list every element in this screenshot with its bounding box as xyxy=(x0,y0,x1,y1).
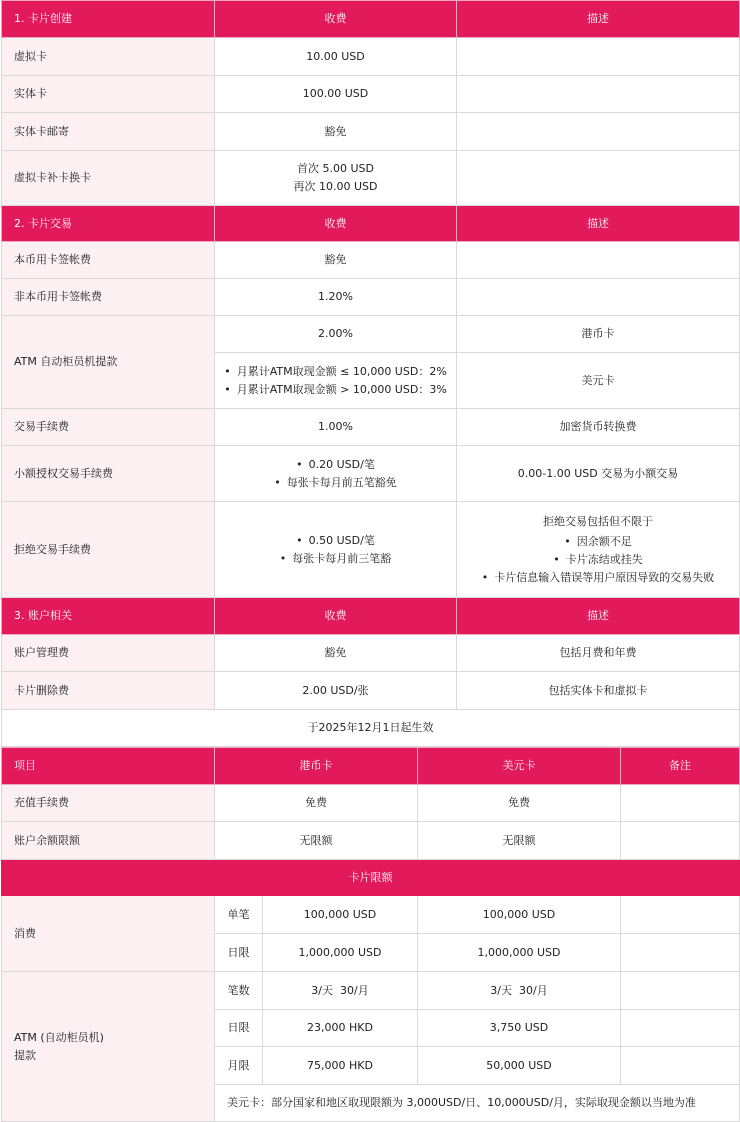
atm-limit-note: 美元卡：部分国家和地区取现限额为 3,000USD/日、10,000USD/月，实际取现金额以当地为准 xyxy=(215,1085,740,1122)
desc-column-header: 描述 xyxy=(457,1,740,38)
hkd-value: 23,000 HKD xyxy=(263,1010,418,1047)
row-label: 账户余额限额 xyxy=(2,822,215,860)
fee-value: 豁免 xyxy=(215,635,457,672)
table-row xyxy=(2,635,740,672)
desc-value: 加密货币转换费 xyxy=(457,409,740,446)
fee-tier-item: • 月累计ATM取现金额 ≤ 10,000 USD：2% xyxy=(224,363,447,381)
row-label: 虚拟卡补卡换卡 xyxy=(2,151,215,206)
section-title: 3. 账户相关 xyxy=(2,598,215,635)
hkd-column-header: 港币卡 xyxy=(215,748,418,785)
table-row xyxy=(2,822,740,860)
fee-value: 豁免 xyxy=(215,242,457,279)
fee-value: 1.00% xyxy=(215,409,457,446)
fee-line: 再次 10.00 USD xyxy=(293,180,378,193)
sub-label: 日限 xyxy=(215,1010,263,1047)
table-row xyxy=(2,446,740,502)
desc-value: 0.00-1.00 USD 交易为小额交易 xyxy=(457,446,740,502)
fee-value xyxy=(215,353,457,409)
section-header-transactions xyxy=(2,206,740,242)
desc-title: 拒绝交易包括但不限于 xyxy=(543,514,653,528)
items-header xyxy=(2,748,740,785)
desc-item: • 因余额不足 xyxy=(482,533,715,551)
effective-date-row xyxy=(2,710,740,747)
row-label: 卡片删除费 xyxy=(2,672,215,710)
note-value xyxy=(621,822,740,860)
fee-value: 100.00 USD xyxy=(215,76,457,113)
desc-value: 包括实体卡和虚拟卡 xyxy=(457,672,740,710)
note-value xyxy=(621,896,740,934)
row-label: 消费 xyxy=(2,896,215,972)
row-label: 实体卡邮寄 xyxy=(2,113,215,151)
desc-value xyxy=(457,502,740,598)
table-row xyxy=(2,38,740,76)
usd-value: 100,000 USD xyxy=(418,896,621,934)
hkd-value: 75,000 HKD xyxy=(263,1047,418,1085)
row-label: 本币用卡签帐费 xyxy=(2,242,215,279)
usd-value: 免费 xyxy=(418,785,621,822)
fee-value: 豁免 xyxy=(215,113,457,151)
note-value xyxy=(621,1047,740,1085)
table-row xyxy=(2,502,740,598)
desc-item: • 卡片信息输入错误等用户原因导致的交易失败 xyxy=(482,569,715,587)
desc-value xyxy=(457,279,740,316)
desc-value xyxy=(457,242,740,279)
table-row xyxy=(2,242,740,279)
table-row xyxy=(2,409,740,446)
row-label: 小额授权交易手续费 xyxy=(2,446,215,502)
desc-item: • 卡片冻结或挂失 xyxy=(482,551,715,569)
row-label: 实体卡 xyxy=(2,76,215,113)
table-row-atm-hkd xyxy=(2,316,740,353)
fee-value: 1.20% xyxy=(215,279,457,316)
row-label: 交易手续费 xyxy=(2,409,215,446)
section-title: 1. 卡片创建 xyxy=(2,1,215,38)
fee-table xyxy=(1,0,740,747)
fee-column-header: 收费 xyxy=(215,206,457,242)
limits-table xyxy=(1,747,740,1122)
hkd-value: 100,000 USD xyxy=(263,896,418,934)
fee-item: • 每张卡每月前三笔豁 xyxy=(280,550,392,568)
desc-value: 包括月费和年费 xyxy=(457,635,740,672)
desc-value xyxy=(457,113,740,151)
fee-value: 10.00 USD xyxy=(215,38,457,76)
note-column-header: 备注 xyxy=(621,748,740,785)
hkd-value: 1,000,000 USD xyxy=(263,934,418,972)
table-row xyxy=(2,896,740,934)
row-label: 账户管理费 xyxy=(2,635,215,672)
desc-value: 美元卡 xyxy=(457,353,740,409)
table-row xyxy=(2,972,740,1010)
desc-value xyxy=(457,151,740,206)
table-row xyxy=(2,279,740,316)
note-value xyxy=(621,934,740,972)
fee-column-header: 收费 xyxy=(215,1,457,38)
item-column-header: 项目 xyxy=(2,748,215,785)
hkd-value: 免费 xyxy=(215,785,418,822)
note-value xyxy=(621,972,740,1010)
limits-title-row xyxy=(2,860,740,896)
desc-value xyxy=(457,76,740,113)
fee-value: 2.00% xyxy=(215,316,457,353)
desc-value: 港币卡 xyxy=(457,316,740,353)
sub-label: 单笔 xyxy=(215,896,263,934)
fee-item: • 0.20 USD/笔 xyxy=(274,456,397,474)
desc-column-header: 描述 xyxy=(457,206,740,242)
effective-date: 于2025年12月1日起生效 xyxy=(2,710,740,747)
note-value xyxy=(621,1010,740,1047)
table-row xyxy=(2,113,740,151)
fee-value xyxy=(215,446,457,502)
usd-value: 1,000,000 USD xyxy=(418,934,621,972)
desc-list xyxy=(482,533,715,587)
fee-column-header: 收费 xyxy=(215,598,457,635)
usd-value: 无限额 xyxy=(418,822,621,860)
row-label: 充值手续费 xyxy=(2,785,215,822)
row-label: 虚拟卡 xyxy=(2,38,215,76)
section-header-account xyxy=(2,598,740,635)
fee-value xyxy=(215,502,457,598)
hkd-value: 3/天 30/月 xyxy=(263,972,418,1010)
sub-label: 月限 xyxy=(215,1047,263,1085)
sub-label: 笔数 xyxy=(215,972,263,1010)
usd-value: 3,750 USD xyxy=(418,1010,621,1047)
usd-value: 3/天 30/月 xyxy=(418,972,621,1010)
row-label: 非本币用卡签帐费 xyxy=(2,279,215,316)
usd-value: 50,000 USD xyxy=(418,1047,621,1085)
fee-list xyxy=(280,532,392,568)
fee-line: 首次 5.00 USD xyxy=(297,162,374,175)
note-value xyxy=(621,785,740,822)
limits-title: 卡片限额 xyxy=(2,860,740,896)
section-title: 2. 卡片交易 xyxy=(2,206,215,242)
section-header-creation xyxy=(2,1,740,38)
usd-column-header: 美元卡 xyxy=(418,748,621,785)
table-row xyxy=(2,785,740,822)
fee-list xyxy=(274,456,397,492)
fee-value: 2.00 USD/张 xyxy=(215,672,457,710)
fee-item: • 每张卡每月前五笔豁免 xyxy=(274,474,397,492)
table-row xyxy=(2,672,740,710)
row-label: ATM 自动柜员机提款 xyxy=(2,316,215,409)
fee-value xyxy=(215,151,457,206)
fee-tier-item: • 月累计ATM取现金额 > 10,000 USD：3% xyxy=(224,381,447,399)
row-label: 拒绝交易手续费 xyxy=(2,502,215,598)
table-row xyxy=(2,151,740,206)
desc-column-header: 描述 xyxy=(457,598,740,635)
fee-tier-list xyxy=(224,363,447,399)
hkd-value: 无限额 xyxy=(215,822,418,860)
sub-label: 日限 xyxy=(215,934,263,972)
desc-value xyxy=(457,38,740,76)
row-label: ATM (自动柜员机) 提款 xyxy=(2,972,215,1122)
table-row xyxy=(2,76,740,113)
fee-item: • 0.50 USD/笔 xyxy=(280,532,392,550)
